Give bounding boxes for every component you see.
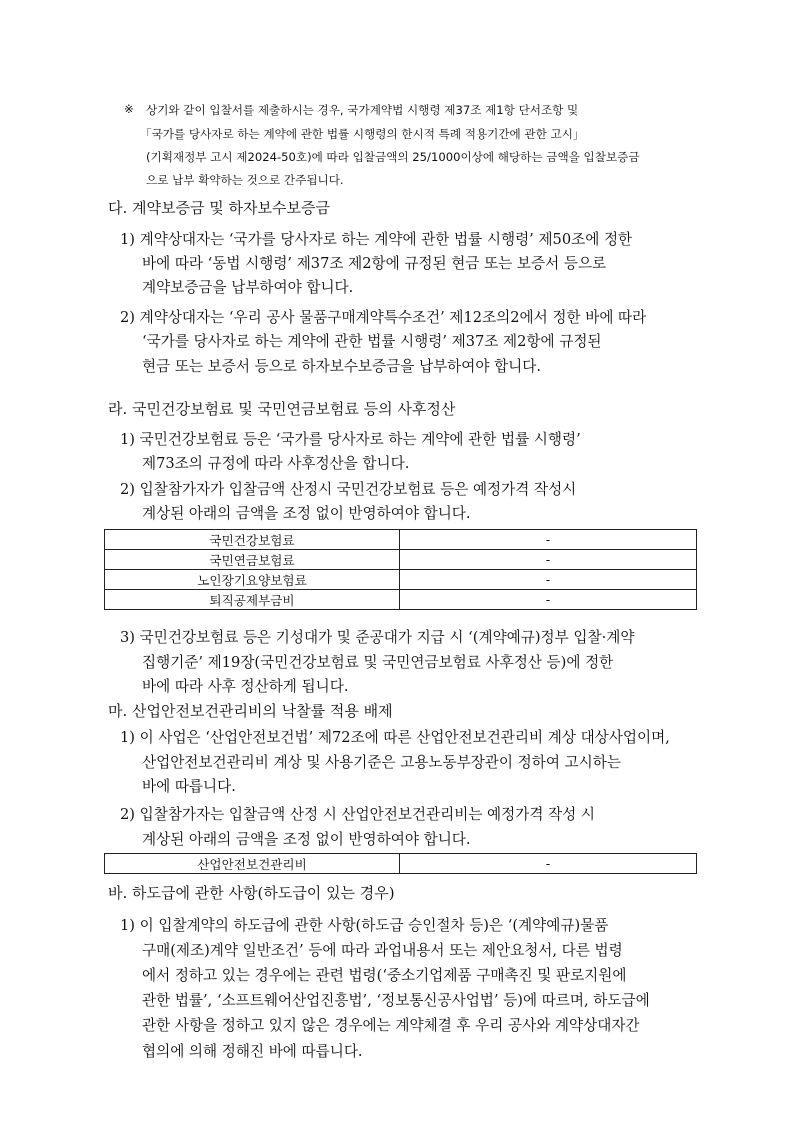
paragraph-line: 관한 법률’, ‘소프트웨어산업진흥법’, ‘정보통신공사업법’ 등)에 따르며, 하도급에: [142, 992, 650, 1009]
table-cell-name: 노인장기요양보험료: [105, 570, 400, 590]
table-cell-value: -: [400, 550, 697, 570]
section-title-ra: 라. 국민건강보험료 및 국민연금보험료 등의 사후정산: [108, 400, 456, 418]
paragraph-line: 1) 이 입찰계약의 하도급에 관한 사항(하도급 승인절차 등)은 ‘(계약예규)물품: [120, 917, 609, 934]
paragraph-line: 관한 사항을 정하고 있지 않은 경우에는 계약체결 후 우리 공사와 계약상대자간: [142, 1017, 640, 1034]
paragraph-line: 바에 따릅니다.: [142, 778, 236, 795]
table-cell-name: 퇴직공제부금비: [105, 590, 400, 610]
paragraph-line: 1) 국민건강보험료 등은 ‘국가를 당사자로 하는 계약에 관한 법률 시행령’: [120, 431, 581, 448]
paragraph-line: ‘국가를 당사자로 하는 계약에 관한 법률 시행령’ 제37조 제2항에 규정된: [142, 333, 602, 350]
table-cell-value: -: [400, 530, 697, 550]
paragraph-line: 2) 계약상대자는 ‘우리 공사 물품구매계약특수조건’ 제12조의2에서 정한 바에 따라: [120, 309, 647, 326]
paragraph-line: 1) 이 사업은 ‘산업안전보건법’ 제72조에 따른 산업안전보건관리비 계상 대상사업이며,: [120, 729, 670, 746]
table-row: [105, 530, 697, 550]
insurance-table: [104, 529, 697, 610]
paragraph-line: 2) 입찰참가자는 입찰금액 산정 시 산업안전보건관리비는 예정가격 작성 시: [120, 806, 596, 823]
section-title-ma: 마. 산업안전보건관리비의 낙찰률 적용 배제: [108, 702, 393, 720]
note-mark: ※: [124, 102, 134, 116]
paragraph-line: 계상된 아래의 금액을 조정 없이 반영하여야 합니다.: [142, 831, 471, 848]
safety-cost-table: [104, 853, 697, 874]
paragraph-line: 제73조의 규정에 따라 사후정산을 합니다.: [142, 455, 410, 472]
paragraph-line: 바에 따라 사후 정산하게 됩니다.: [142, 678, 349, 695]
table-cell-value: -: [400, 854, 697, 874]
section-title-da: 다. 계약보증금 및 하자보수보증금: [108, 199, 330, 217]
table-cell-value: -: [400, 570, 697, 590]
paragraph-line: 집행기준’ 제19장(국민건강보험료 및 국민연금보험료 사후정산 등)에 정한: [142, 654, 614, 671]
paragraph-line: 3) 국민건강보험료 등은 기성대가 및 준공대가 지급 시 ‘(계약예규)정부 입찰·계약: [120, 629, 635, 646]
section-title-ba: 바. 하도급에 관한 사항(하도급이 있는 경우): [108, 884, 395, 902]
paragraph-line: 현금 또는 보증서 등으로 하자보수보증금을 납부하여야 합니다.: [142, 358, 542, 375]
table-cell-name: 국민건강보험료: [105, 530, 400, 550]
table-row: [105, 570, 697, 590]
paragraph-line: 계약보증금을 납부하여야 합니다.: [142, 279, 354, 296]
paragraph-line: 계상된 아래의 금액을 조정 없이 반영하여야 합니다.: [142, 505, 471, 522]
paragraph-line: 협의에 의해 정해진 바에 따릅니다.: [142, 1043, 363, 1060]
paragraph-line: 2) 입찰참가자가 입찰금액 산정시 국민건강보험료 등은 예정가격 작성시: [120, 481, 577, 498]
table-cell-value: -: [400, 590, 697, 610]
table-row: [105, 590, 697, 610]
note-line: 으로 납부 확약하는 것으로 간주됩니다.: [146, 173, 344, 187]
table-row: [105, 550, 697, 570]
paragraph-line: 1) 계약상대자는 ‘국가를 당사자로 하는 계약에 관한 법률 시행령’ 제50조에 정한: [120, 231, 633, 248]
paragraph-line: 에서 정하고 있는 경우에는 관련 법령(‘중소기업제품 구매촉진 및 판로지원에: [142, 967, 627, 984]
table-cell-name: 국민연금보험료: [105, 550, 400, 570]
paragraph-line: 구매(제조)계약 일반조건’ 등에 따라 과업내용서 또는 제안요청서, 다른 법령: [142, 942, 623, 959]
table-cell-name: 산업안전보건관리비: [105, 854, 400, 874]
paragraph-line: 산업안전보건관리비 계상 및 사용기준은 고용노동부장관이 정하여 고시하는: [142, 754, 621, 771]
paragraph-line: 바에 따라 ‘동법 시행령’ 제37조 제2항에 규정된 현금 또는 보증서 등으로: [142, 255, 607, 272]
note-line: 「국가를 당사자로 하는 계약에 관한 법률 시행령의 한시적 특례 적용기간에 관한 고시」: [140, 127, 585, 141]
note-line: 상기와 같이 입찰서를 제출하시는 경우, 국가계약법 시행령 제37조 제1항 단서조항 및: [146, 103, 579, 117]
note-line: (기획재정부 고시 제2024-50호)에 따라 입찰금액의 25/1000이상에 해당하는 금액을 입찰보증금: [146, 150, 640, 164]
table-row: [105, 854, 697, 874]
